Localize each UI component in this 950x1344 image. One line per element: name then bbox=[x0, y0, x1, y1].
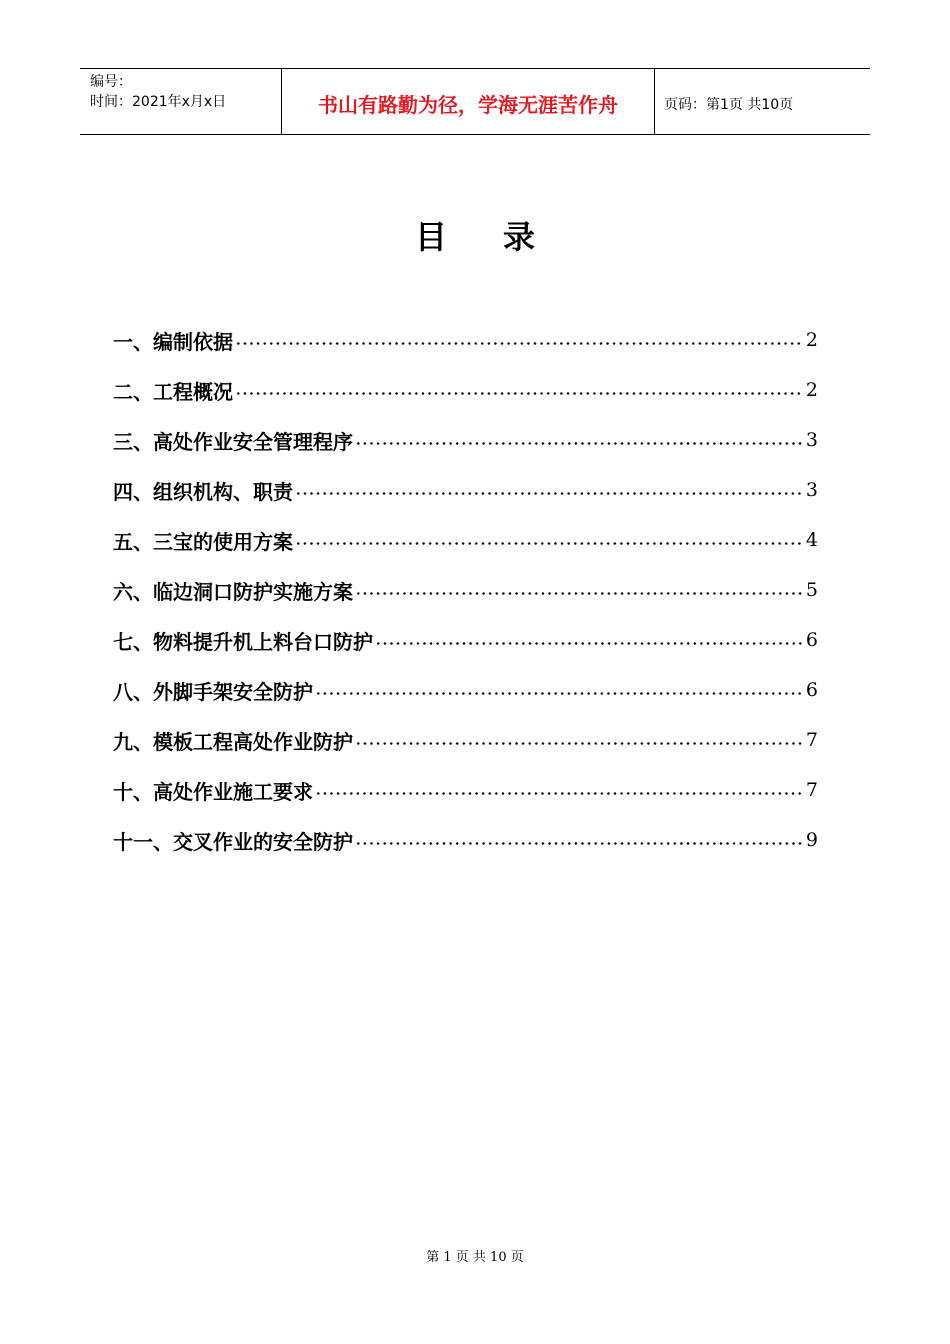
toc-leader-dots bbox=[355, 742, 804, 745]
document-time-label: 时间：2021年x月x日 bbox=[90, 94, 227, 110]
toc-entry[interactable] bbox=[113, 715, 818, 765]
table-of-contents bbox=[113, 315, 818, 865]
header-page-cell bbox=[655, 69, 870, 134]
toc-leader-dots bbox=[355, 442, 804, 445]
toc-leader-dots bbox=[355, 592, 804, 595]
toc-entry[interactable] bbox=[113, 415, 818, 465]
document-number-label: 编号： bbox=[90, 74, 132, 90]
toc-entry-label: 三、高处作业安全管理程序 bbox=[113, 429, 353, 454]
toc-entry-page: 9 bbox=[805, 829, 818, 851]
toc-leader-dots bbox=[235, 342, 804, 345]
toc-entry-page: 7 bbox=[805, 779, 818, 801]
toc-entry-label: 十一、交叉作业的安全防护 bbox=[113, 829, 353, 854]
page-footer bbox=[0, 1246, 950, 1265]
toc-entry-page: 5 bbox=[805, 579, 818, 601]
toc-entry-page: 3 bbox=[805, 429, 818, 451]
toc-entry[interactable] bbox=[113, 815, 818, 865]
toc-entry[interactable] bbox=[113, 465, 818, 515]
header-page-info: 页码：第1页 共10页 bbox=[664, 96, 794, 113]
page-header bbox=[80, 68, 870, 135]
toc-title: 目录 bbox=[414, 218, 591, 256]
toc-entry[interactable] bbox=[113, 365, 818, 415]
toc-entry[interactable] bbox=[113, 315, 818, 365]
toc-entry-label: 四、组织机构、职责 bbox=[113, 479, 293, 504]
toc-entry-page: 4 bbox=[805, 529, 818, 551]
toc-entry-page: 2 bbox=[805, 379, 818, 401]
toc-leader-dots bbox=[295, 542, 804, 545]
toc-entry[interactable] bbox=[113, 565, 818, 615]
toc-entry-label: 十、高处作业施工要求 bbox=[113, 779, 313, 804]
footer-page-number: 第 1 页 共 10 页 bbox=[426, 1250, 524, 1265]
toc-entry-label: 八、外脚手架安全防护 bbox=[113, 679, 313, 704]
toc-entry-page: 6 bbox=[805, 629, 818, 651]
toc-leader-dots bbox=[295, 492, 804, 495]
toc-entry-page: 6 bbox=[805, 679, 818, 701]
toc-entry-label: 七、物料提升机上料台口防护 bbox=[113, 629, 373, 654]
toc-entry-label: 二、工程概况 bbox=[113, 379, 233, 404]
toc-entry[interactable] bbox=[113, 615, 818, 665]
toc-entry-label: 五、三宝的使用方案 bbox=[113, 529, 293, 554]
toc-leader-dots bbox=[375, 642, 804, 645]
header-motto: 书山有路勤为径，学海无涯苦作舟 bbox=[318, 93, 618, 117]
header-motto-cell bbox=[282, 69, 655, 134]
toc-entry-page: 3 bbox=[805, 479, 818, 501]
toc-leader-dots bbox=[315, 692, 804, 695]
toc-leader-dots bbox=[235, 392, 804, 395]
toc-entry[interactable] bbox=[113, 765, 818, 815]
toc-entry-label: 六、临边洞口防护实施方案 bbox=[113, 579, 353, 604]
toc-entry[interactable] bbox=[113, 515, 818, 565]
toc-entry-label: 九、模板工程高处作业防护 bbox=[113, 729, 353, 754]
toc-entry-label: 一、编制依据 bbox=[113, 329, 233, 354]
toc-entry-page: 2 bbox=[805, 329, 818, 351]
toc-leader-dots bbox=[315, 792, 804, 795]
header-meta-cell bbox=[80, 69, 282, 134]
toc-leader-dots bbox=[355, 842, 804, 845]
toc-entry-page: 7 bbox=[805, 729, 818, 751]
toc-entry[interactable] bbox=[113, 665, 818, 715]
